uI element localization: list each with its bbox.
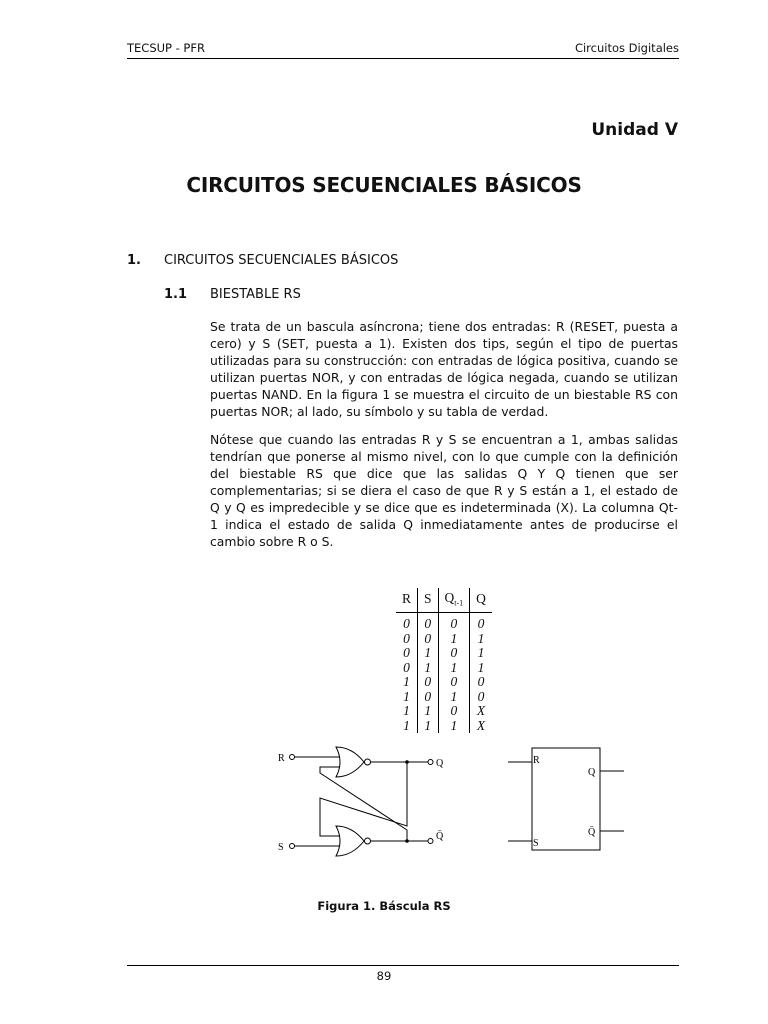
truth-table-cell: X xyxy=(470,719,492,734)
circuit-label-s: S xyxy=(278,842,284,853)
truth-table-cell: 0 xyxy=(403,616,410,631)
th-r-label: R xyxy=(402,591,412,606)
figure-caption: Figura 1. Báscula RS xyxy=(317,899,451,913)
th-s xyxy=(418,588,439,613)
symbol-label-r: R xyxy=(533,755,540,766)
header-left: TECSUP - PFR xyxy=(127,41,205,55)
truth-table-row xyxy=(396,661,492,676)
truth-table-cell: 1 xyxy=(403,717,410,733)
truth-table-cell: X xyxy=(470,704,492,719)
truth-table-row xyxy=(396,719,492,734)
input-r-terminal xyxy=(290,755,295,760)
truth-table-cell: 0 xyxy=(438,704,470,719)
footer-rule xyxy=(127,965,679,966)
nor-gate-top xyxy=(336,747,364,777)
truth-table-cell: 0 xyxy=(438,646,470,661)
truth-table-row xyxy=(396,613,492,632)
truth-table-cell: 1 xyxy=(418,704,439,719)
truth-table-cell: 0 xyxy=(418,675,439,690)
truth-table-cell: 1 xyxy=(403,674,410,689)
truth-table-cell: 0 xyxy=(470,613,492,632)
truth-table-cell: 1 xyxy=(418,719,439,734)
th-qt1-sub: t-1 xyxy=(454,598,464,608)
truth-table-cell: 0 xyxy=(418,613,439,632)
th-qt1 xyxy=(438,588,470,613)
truth-table-cell: 1 xyxy=(438,690,470,705)
feedback-qbar-to-top xyxy=(320,767,407,841)
section-number: 1. xyxy=(127,253,141,268)
truth-table-cell: 1 xyxy=(438,719,470,734)
page-header xyxy=(127,40,679,59)
unit-title: Unidad V xyxy=(591,120,678,140)
truth-table-row xyxy=(396,690,492,705)
truth-table-row xyxy=(396,646,492,661)
nor-gate-bottom-bubble xyxy=(365,838,371,844)
input-s-terminal xyxy=(290,844,295,849)
th-q-label: Q xyxy=(476,591,486,606)
truth-table xyxy=(396,588,492,733)
chapter-title: CIRCUITOS SECUENCIALES BÁSICOS xyxy=(186,173,582,197)
nor-gate-top-bubble xyxy=(365,759,371,765)
symbol-label-qbar: Q̄ xyxy=(588,827,596,838)
junction-qbar xyxy=(405,839,409,843)
truth-table-cell: 1 xyxy=(438,632,470,647)
truth-table-header xyxy=(396,588,492,613)
circuit-label-q: Q xyxy=(436,758,444,769)
truth-table-cell: 0 xyxy=(403,645,410,660)
truth-table-row xyxy=(396,632,492,647)
rs-latch-figure xyxy=(270,738,650,878)
junction-q xyxy=(405,760,409,764)
truth-table-cell: 0 xyxy=(403,630,410,646)
subsection-title: BIESTABLE RS xyxy=(210,287,301,302)
paragraph-1: Se trata de un bascula asíncrona; tiene dos entradas: R (RESET, puesta a cero) y S (SET, puesta a 1). Existen dos tips, según el tipo de puertas utilizadas para su construcción: con entradas de lógica positiva, cuando se utilizan puertas NOR, y con entradas de lógica negada, cuando se utilizan puertas NAND. En la figura 1 se muestra el circuito de un biestable RS con puertas NOR; al lado, su símbolo y su tabla de verdad. xyxy=(210,319,678,419)
truth-table-cell: 1 xyxy=(438,661,470,676)
truth-table-cell: 1 xyxy=(418,661,439,676)
feedback-q-to-bottom xyxy=(320,762,407,836)
circuit-label-r: R xyxy=(278,753,285,764)
truth-table-row xyxy=(396,675,492,690)
truth-table-row xyxy=(396,704,492,719)
truth-table-cell: 0 xyxy=(438,675,470,690)
th-qt1-label: Q xyxy=(444,590,455,606)
truth-table-cell: 0 xyxy=(470,690,492,705)
header-right: Circuitos Digitales xyxy=(574,41,679,55)
truth-table-cell: 0 xyxy=(403,659,410,675)
subsection-number: 1.1 xyxy=(164,287,188,302)
truth-table-cell: 1 xyxy=(403,688,410,704)
truth-table-cell: 0 xyxy=(418,690,439,705)
page-number: 89 xyxy=(376,969,392,983)
th-q xyxy=(470,588,492,613)
truth-table-cell: 1 xyxy=(470,646,492,661)
truth-table-cell: 0 xyxy=(418,632,439,647)
th-s-label: S xyxy=(424,591,432,606)
output-qbar-terminal xyxy=(428,839,433,844)
circuit-label-qbar: Q̄ xyxy=(436,831,444,842)
truth-table-cell: 1 xyxy=(470,632,492,647)
output-q-terminal xyxy=(428,760,433,765)
truth-table-cell: 0 xyxy=(438,613,470,632)
truth-table-cell: 1 xyxy=(403,703,410,718)
th-r xyxy=(396,588,418,613)
symbol-label-q: Q xyxy=(588,767,596,778)
symbol-label-s: S xyxy=(533,838,539,849)
truth-table-cell: 1 xyxy=(470,661,492,676)
truth-table-cell: 1 xyxy=(418,646,439,661)
paragraph-2: Nótese que cuando las entradas R y S se encuentran a 1, ambas salidas tendrían que ponerse al mismo nivel, con lo que cumple con la definición del biestable RS que dice que las salidas Q Y Q tienen que ser complementarias; si se diera el caso de que R y S están a 1, el estado de Q y Q es impredecible y se dice que es indeterminada (X). La columna Qt-1 indica el estado de salida Q inmediatamente antes de producirse el cambio sobre R o S. xyxy=(210,432,678,549)
nor-gate-bottom xyxy=(336,826,364,856)
section-title: CIRCUITOS SECUENCIALES BÁSICOS xyxy=(164,253,399,268)
truth-table-cell: 0 xyxy=(470,675,492,690)
